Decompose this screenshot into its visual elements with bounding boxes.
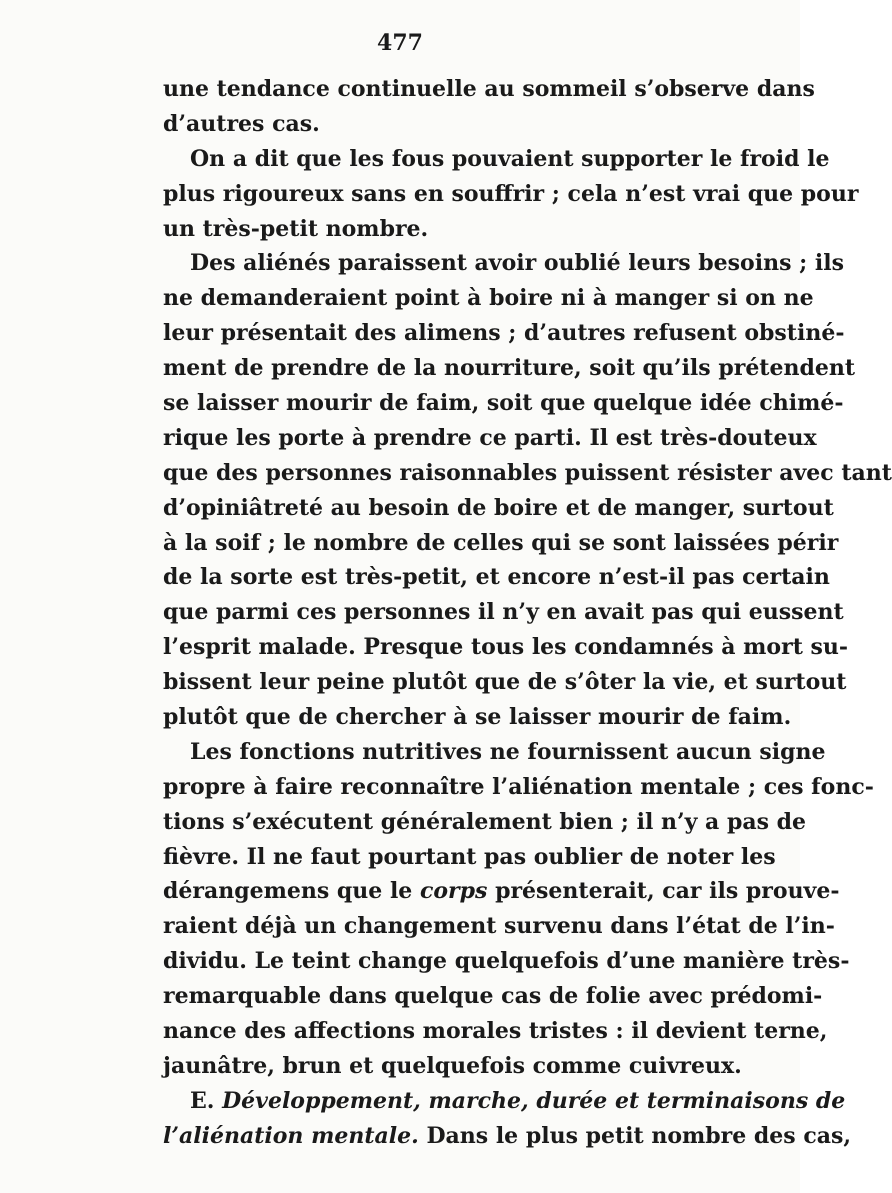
- text-line: d’autres cas.: [163, 110, 320, 137]
- text-line: leur présentait des alimens ; d’autres refusent obstiné-: [163, 320, 845, 347]
- text-line: dividu. Le teint change quelquefois d’une manière très-: [163, 948, 850, 975]
- page-number: 477: [377, 30, 423, 56]
- text-line: Les fonctions nutritives ne fournissent aucun signe: [190, 738, 826, 765]
- text-line: tions s’exécutent généralement bien ; il n’y a pas de: [163, 808, 807, 835]
- text-line: On a dit que les fous pouvaient supporter le froid le: [190, 145, 830, 172]
- text-line: d’opiniâtreté au besoin de boire et de manger, surtout: [163, 494, 834, 521]
- text-line: raient déjà un changement survenu dans l’état de l’in-: [163, 913, 835, 940]
- text-line: fièvre. Il ne faut pourtant pas oublier de noter les: [163, 843, 776, 870]
- text-line: rique les porte à prendre ce parti. Il est très-douteux: [163, 424, 817, 451]
- text-line: à la soif ; le nombre de celles qui se sont laissées périr: [163, 529, 839, 556]
- text-line: remarquable dans quelque cas de folie avec prédomi-: [163, 983, 823, 1010]
- text-line: une tendance continuelle au sommeil s’observe dans: [163, 76, 815, 102]
- text-line: l’esprit malade. Presque tous les condamnés à mort su-: [163, 634, 849, 661]
- text-line: dérangemens que le corps présenterait, car ils prouve-: [163, 878, 840, 905]
- text-line: plus rigoureux sans en souffrir ; cela n’est vrai que pour: [163, 180, 859, 207]
- text-line: jaunâtre, brun et quelquefois comme cuivreux.: [163, 1052, 742, 1079]
- text-line: ne demanderaient point à boire ni à manger si on ne: [163, 285, 814, 312]
- text-line: se laisser mourir de faim, soit que quelque idée chimé-: [163, 390, 844, 417]
- body-text: [163, 72, 892, 1154]
- text-line: propre à faire reconnaître l’aliénation mentale ; ces fonc-: [163, 773, 874, 800]
- italic-text: l’aliénation mentale.: [163, 1122, 419, 1149]
- italic-text: corps: [419, 878, 488, 905]
- text-line: Des aliénés paraissent avoir oublié leurs besoins ; ils: [190, 250, 844, 277]
- text-line: de la sorte est très-petit, et encore n’est-il pas certain: [163, 564, 830, 591]
- text-line: E. Développement, marche, durée et terminaisons de: [190, 1087, 846, 1114]
- italic-text: Développement, marche, durée et terminaisons de: [222, 1087, 846, 1114]
- text-line: ment de prendre de la nourriture, soit qu’ils prétendent: [163, 355, 856, 382]
- text-line: l’aliénation mentale. Dans le plus petit nombre des cas,: [163, 1122, 852, 1149]
- text-line: que parmi ces personnes il n’y en avait pas qui eussent: [163, 599, 844, 626]
- text-line: nance des affections morales tristes : il devient terne,: [163, 1018, 828, 1045]
- text-line: que des personnes raisonnables puissent résister avec tant: [163, 459, 892, 486]
- text-line: bissent leur peine plutôt que de s’ôter la vie, et surtout: [163, 669, 847, 696]
- text-line: un très-petit nombre.: [163, 215, 429, 242]
- text-line: plutôt que de chercher à se laisser mourir de faim.: [163, 704, 792, 731]
